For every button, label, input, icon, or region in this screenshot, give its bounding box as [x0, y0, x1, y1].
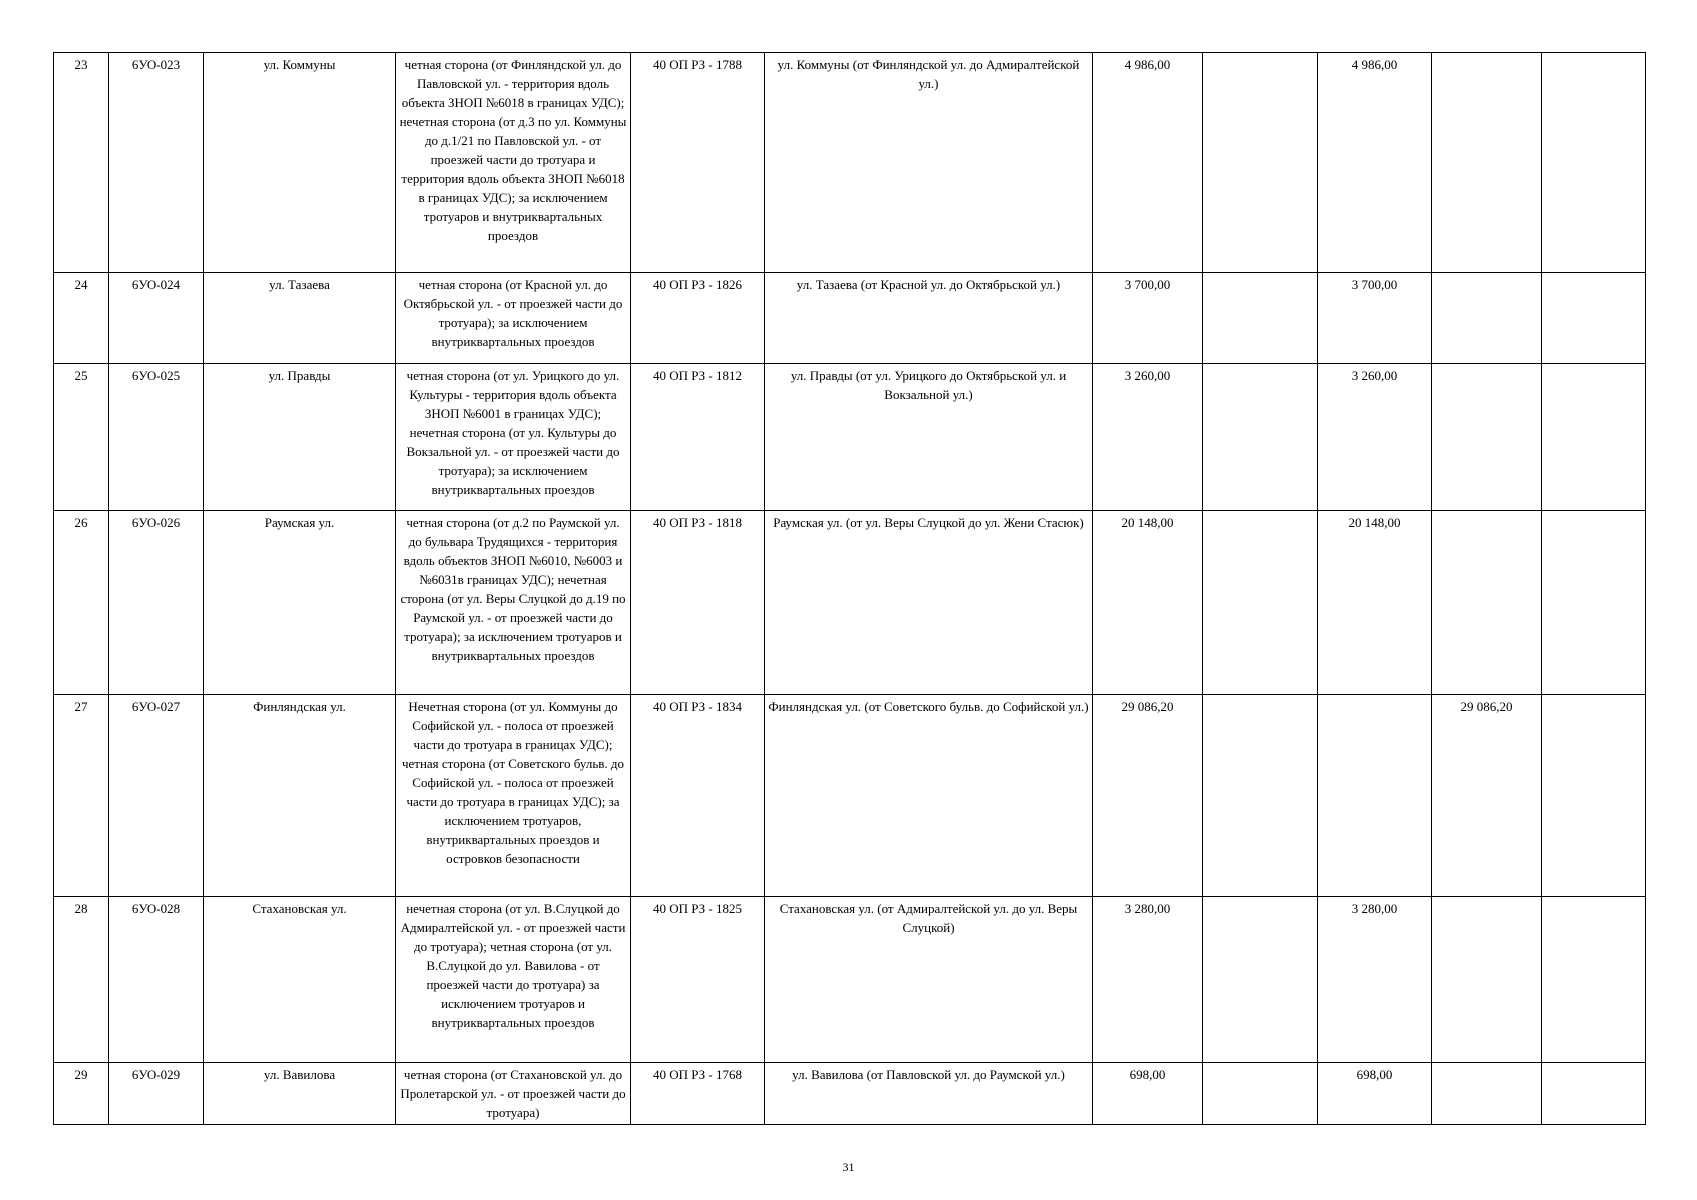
area-col-8: [1203, 511, 1318, 695]
street-name: ул. Правды: [204, 364, 396, 511]
road-name: ул. Вавилова (от Павловской ул. до Раумской ул.): [765, 1063, 1093, 1125]
area-col-9: 698,00: [1318, 1063, 1432, 1125]
area-total: 698,00: [1093, 1063, 1203, 1125]
territory-description: четная сторона (от ул. Урицкого до ул. Культуры - территория вдоль объекта ЗНОП №6001 в границах УДС); нечетная сторона (от ул. Культуры до Вокзальной ул. - от проезжей части до тротуара); за исключением внутриквартальных проездов: [396, 364, 631, 511]
table-row: [54, 364, 1646, 511]
row-number: 25: [54, 364, 109, 511]
territory-description: нечетная сторона (от ул. В.Слуцкой до Адмиралтейской ул. - от проезжей части до тротуара); четная сторона (от ул. В.Слуцкой до ул. Вавилова - от проезжей части до тротуара) за исключением тротуаров и внутриквартальных проездов: [396, 897, 631, 1063]
road-id: 40 ОП РЗ - 1812: [631, 364, 765, 511]
area-col-9: 3 700,00: [1318, 273, 1432, 364]
area-total: 3 260,00: [1093, 364, 1203, 511]
area-col-8: [1203, 897, 1318, 1063]
table-body: [54, 53, 1646, 1125]
street-name: Стахановская ул.: [204, 897, 396, 1063]
road-id: 40 ОП РЗ - 1825: [631, 897, 765, 1063]
area-col-11: [1542, 364, 1646, 511]
object-code: 6УО-025: [109, 364, 204, 511]
table-row: [54, 1063, 1646, 1125]
road-name: Стахановская ул. (от Адмиралтейской ул. до ул. Веры Слуцкой): [765, 897, 1093, 1063]
table-row: [54, 897, 1646, 1063]
object-code: 6УО-023: [109, 53, 204, 273]
territory-description: Нечетная сторона (от ул. Коммуны до Софийской ул. - полоса от проезжей части до тротуара в границах УДС); четная сторона (от Советского бульв. до Софийской ул. - полоса от проезжей части до тротуара в границах УДС); за исключением тротуаров, внутриквартальных проездов и островков безопасности: [396, 695, 631, 897]
register-table: [53, 52, 1646, 1125]
area-col-11: [1542, 1063, 1646, 1125]
area-col-11: [1542, 897, 1646, 1063]
area-col-10: [1432, 897, 1542, 1063]
row-number: 29: [54, 1063, 109, 1125]
area-col-11: [1542, 53, 1646, 273]
road-name: Финляндская ул. (от Советского бульв. до Софийской ул.): [765, 695, 1093, 897]
table-row: [54, 695, 1646, 897]
territory-description: четная сторона (от Красной ул. до Октябрьской ул. - от проезжей части до тротуара); за исключением внутриквартальных проездов: [396, 273, 631, 364]
area-col-10: [1432, 53, 1542, 273]
street-name: Финляндская ул.: [204, 695, 396, 897]
area-total: 3 700,00: [1093, 273, 1203, 364]
area-col-10: [1432, 364, 1542, 511]
area-col-8: [1203, 364, 1318, 511]
table-row: [54, 53, 1646, 273]
street-name: ул. Тазаева: [204, 273, 396, 364]
territory-description: четная сторона (от Стахановской ул. до Пролетарской ул. - от проезжей части до тротуара): [396, 1063, 631, 1125]
road-name: ул. Тазаева (от Красной ул. до Октябрьской ул.): [765, 273, 1093, 364]
area-col-9: 20 148,00: [1318, 511, 1432, 695]
object-code: 6УО-024: [109, 273, 204, 364]
road-id: 40 ОП РЗ - 1768: [631, 1063, 765, 1125]
area-col-11: [1542, 511, 1646, 695]
area-col-11: [1542, 695, 1646, 897]
area-total: 3 280,00: [1093, 897, 1203, 1063]
road-id: 40 ОП РЗ - 1826: [631, 273, 765, 364]
area-col-11: [1542, 273, 1646, 364]
street-name: Раумская ул.: [204, 511, 396, 695]
row-number: 24: [54, 273, 109, 364]
area-col-8: [1203, 53, 1318, 273]
area-col-9: 3 280,00: [1318, 897, 1432, 1063]
area-total: 20 148,00: [1093, 511, 1203, 695]
object-code: 6УО-028: [109, 897, 204, 1063]
page-number: 31: [842, 1160, 855, 1174]
object-code: 6УО-026: [109, 511, 204, 695]
road-name: ул. Коммуны (от Финляндской ул. до Адмиралтейской ул.): [765, 53, 1093, 273]
road-name: ул. Правды (от ул. Урицкого до Октябрьской ул. и Вокзальной ул.): [765, 364, 1093, 511]
road-id: 40 ОП РЗ - 1818: [631, 511, 765, 695]
area-total: 4 986,00: [1093, 53, 1203, 273]
area-col-9: 4 986,00: [1318, 53, 1432, 273]
road-id: 40 ОП РЗ - 1788: [631, 53, 765, 273]
area-col-8: [1203, 695, 1318, 897]
area-col-8: [1203, 1063, 1318, 1125]
territory-description: четная сторона (от д.2 по Раумской ул. до бульвара Трудящихся - территория вдоль объектов ЗНОП №6010, №6003 и №6031в границах УДС); нечетная сторона (от ул. Веры Слуцкой до д.19 по Раумской ул. - от проезжей части до тротуара); за исключением тротуаров и внутриквартальных проездов: [396, 511, 631, 695]
area-col-10: [1432, 511, 1542, 695]
territory-description: четная сторона (от Финляндской ул. до Павловской ул. - территория вдоль объекта ЗНОП №6018 в границах УДС); нечетная сторона (от д.3 по ул. Коммуны до д.1/21 по Павловской ул. - от проезжей части до тротуара и территория вдоль объекта ЗНОП №6018 в границах УДС); за исключением тротуаров и внутриквартальных проездов: [396, 53, 631, 273]
row-number: 27: [54, 695, 109, 897]
row-number: 23: [54, 53, 109, 273]
area-col-10: [1432, 273, 1542, 364]
area-total: 29 086,20: [1093, 695, 1203, 897]
row-number: 26: [54, 511, 109, 695]
table-row: [54, 273, 1646, 364]
area-col-9: 3 260,00: [1318, 364, 1432, 511]
road-id: 40 ОП РЗ - 1834: [631, 695, 765, 897]
area-col-10: 29 086,20: [1432, 695, 1542, 897]
object-code: 6УО-029: [109, 1063, 204, 1125]
row-number: 28: [54, 897, 109, 1063]
table-row: [54, 511, 1646, 695]
street-name: ул. Вавилова: [204, 1063, 396, 1125]
street-name: ул. Коммуны: [204, 53, 396, 273]
object-code: 6УО-027: [109, 695, 204, 897]
road-name: Раумская ул. (от ул. Веры Слуцкой до ул. Жени Стасюк): [765, 511, 1093, 695]
area-col-10: [1432, 1063, 1542, 1125]
area-col-8: [1203, 273, 1318, 364]
area-col-9: [1318, 695, 1432, 897]
